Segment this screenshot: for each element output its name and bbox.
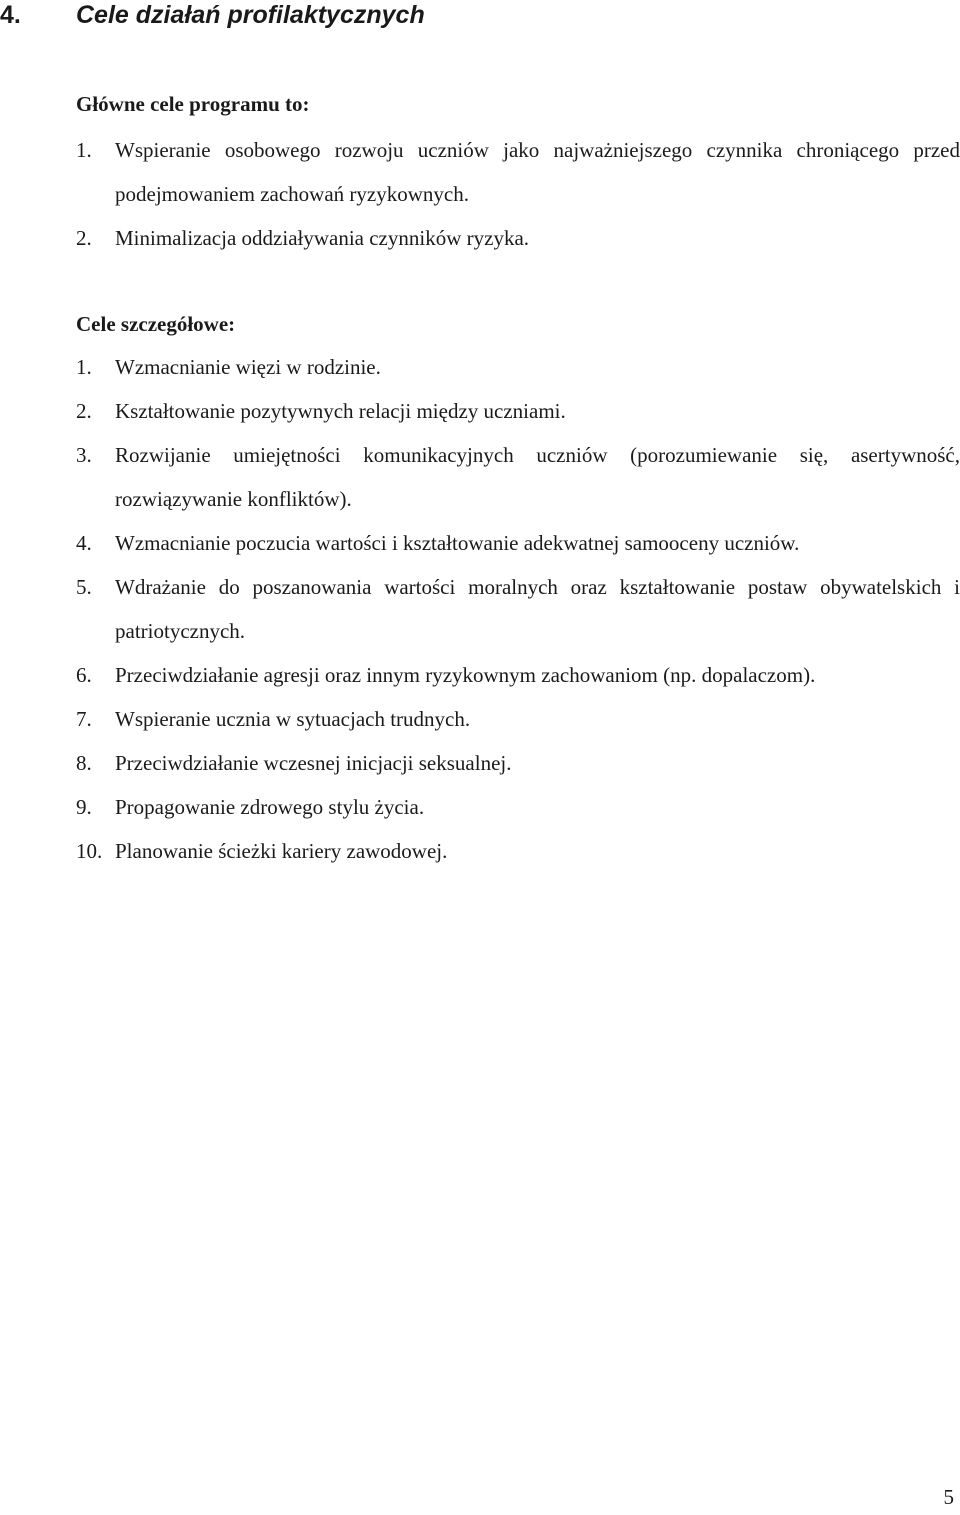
list-item xyxy=(76,697,960,741)
list-item-text: Minimalizacja oddziaływania czynników ryzyka. xyxy=(115,226,530,250)
list-item-number: 2. xyxy=(76,226,92,250)
list-item-number: 8. xyxy=(76,751,92,775)
specific-goals-list xyxy=(76,345,960,873)
list-item xyxy=(76,521,960,565)
list-item-number: 3. xyxy=(76,443,92,467)
list-item-text: Wspieranie osobowego rozwoju uczniów jako najważniejszego czynnika chroniącego przed podejmowaniem zachowań ryzykownych. xyxy=(115,138,960,206)
list-item-number: 9. xyxy=(76,795,92,819)
section-heading xyxy=(0,0,425,30)
list-item xyxy=(76,216,960,260)
list-item-number: 5. xyxy=(76,575,92,599)
main-goals-label: Główne cele programu to: xyxy=(76,92,310,116)
list-item xyxy=(76,829,960,873)
list-item-text: Wzmacnianie więzi w rodzinie. xyxy=(115,355,381,379)
list-item-number: 7. xyxy=(76,707,92,731)
main-goals-list xyxy=(76,128,960,260)
list-item-text: Wspieranie ucznia w sytuacjach trudnych. xyxy=(115,707,471,731)
list-item-text: Planowanie ścieżki kariery zawodowej. xyxy=(115,839,448,863)
section-title: Cele działań profilaktycznych xyxy=(76,1,425,29)
list-item-text: Wdrażanie do poszanowania wartości moralnych oraz kształtowanie postaw obywatelskich i patriotycznych. xyxy=(115,575,960,643)
page-number: 5 xyxy=(943,1485,954,1509)
list-item xyxy=(76,785,960,829)
list-item-number: 6. xyxy=(76,663,92,687)
list-item-number: 2. xyxy=(76,399,92,423)
list-item xyxy=(76,345,960,389)
list-item-number: 10. xyxy=(76,839,103,863)
list-item-text: Kształtowanie pozytywnych relacji między uczniami. xyxy=(115,399,566,423)
list-item-text: Przeciwdziałanie wczesnej inicjacji seksualnej. xyxy=(115,751,512,775)
list-item xyxy=(76,128,960,216)
list-item-number: 1. xyxy=(76,355,92,379)
list-item xyxy=(76,433,960,521)
list-item-text: Przeciwdziałanie agresji oraz innym ryzykownym zachowaniom (np. dopalaczom). xyxy=(115,663,816,687)
list-item xyxy=(76,565,960,653)
specific-goals-label: Cele szczegółowe: xyxy=(76,312,236,336)
list-item-text: Wzmacnianie poczucia wartości i kształtowanie adekwatnej samooceny uczniów. xyxy=(115,531,800,555)
section-number: 4. xyxy=(0,1,21,29)
list-item-text: Propagowanie zdrowego stylu życia. xyxy=(115,795,425,819)
list-item-text: Rozwijanie umiejętności komunikacyjnych uczniów (porozumiewanie się, asertywność, rozwiązywanie konfliktów). xyxy=(115,443,960,511)
list-item-number: 4. xyxy=(76,531,92,555)
list-item xyxy=(76,741,960,785)
list-item-number: 1. xyxy=(76,138,92,162)
list-item xyxy=(76,653,960,697)
list-item xyxy=(76,389,960,433)
